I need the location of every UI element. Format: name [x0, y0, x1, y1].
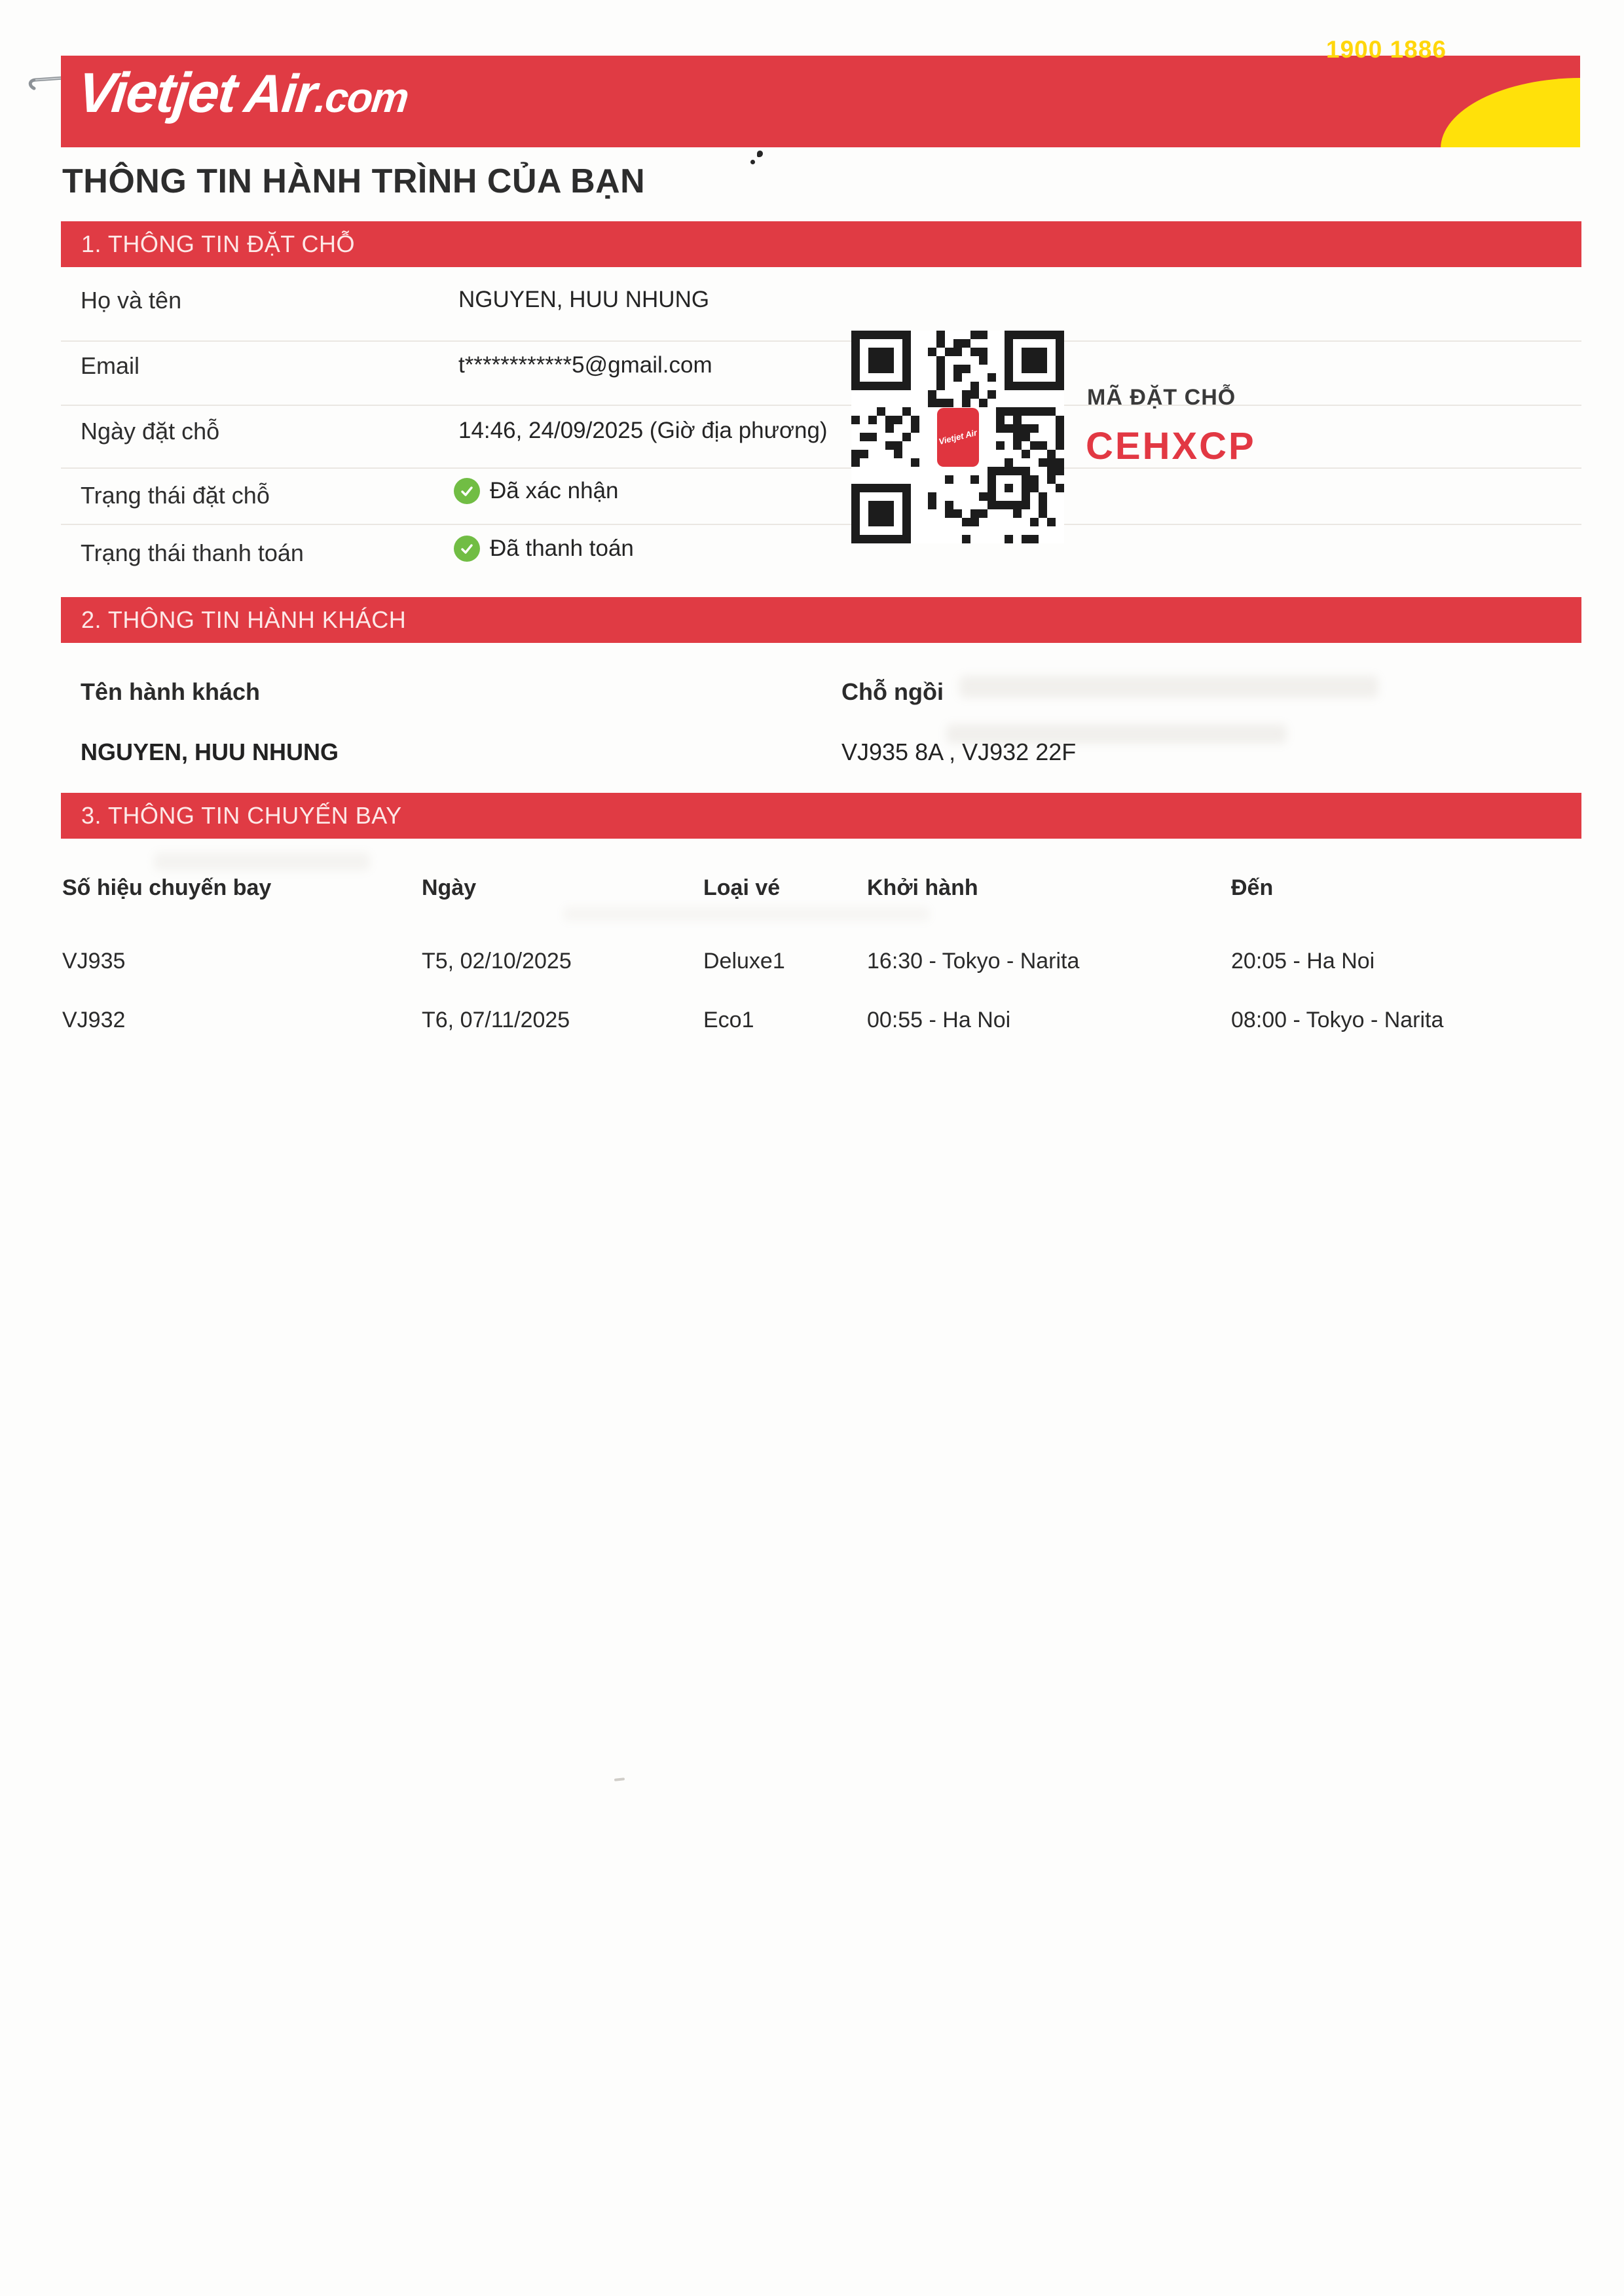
section-booking-header — [61, 221, 1581, 267]
arrival: 20:05 - Ha Noi — [1231, 949, 1375, 974]
scan-bleedthrough — [154, 852, 370, 871]
status-text: Đã thanh toán — [490, 536, 634, 561]
logo-text-air: Air — [242, 64, 319, 124]
field-row-booking-status — [0, 478, 1624, 521]
status-text: Đã xác nhận — [490, 478, 619, 503]
col-flight-number: Số hiệu chuyến bay — [62, 875, 272, 900]
check-icon — [454, 478, 480, 504]
field-row-booking-date — [0, 418, 1624, 457]
logo-text-vietjet: Vietjet — [75, 62, 240, 124]
field-row-name — [0, 287, 1624, 326]
divider — [61, 405, 1581, 406]
flights-table — [62, 875, 1581, 1046]
fare-type: Eco1 — [703, 1008, 754, 1032]
status-value — [454, 478, 619, 504]
booking-code-label: MÃ ĐẶT CHỖ — [1087, 385, 1236, 410]
table-row — [62, 949, 1581, 974]
flight-date: T6, 07/11/2025 — [422, 1008, 570, 1032]
divider — [61, 340, 1581, 342]
flight-number: VJ935 — [62, 949, 126, 974]
section-flights-header — [61, 793, 1581, 839]
hotline-number: 1900 1886 — [1326, 36, 1447, 63]
seat-label: Chỗ ngồi — [841, 678, 944, 705]
flights-table-header — [62, 875, 1581, 901]
table-row — [62, 1008, 1581, 1033]
ink-speck — [614, 1777, 625, 1781]
field-label: Email — [81, 352, 140, 379]
field-row-payment-status — [0, 536, 1624, 579]
vietjet-qr-center-logo — [937, 408, 979, 467]
fare-type: Deluxe1 — [703, 949, 785, 974]
ink-speck — [750, 151, 765, 165]
field-label: Ngày đặt chỗ — [81, 418, 220, 445]
field-value: t************5@gmail.com — [458, 352, 712, 378]
logo-text-com: .com — [312, 74, 411, 121]
divider — [61, 524, 1581, 525]
seat-value: VJ935 8A , VJ932 22F — [841, 738, 1077, 765]
section-passenger-header — [61, 597, 1581, 643]
field-value: NGUYEN, HUU NHUNG — [458, 287, 710, 312]
divider — [61, 467, 1581, 469]
field-label: Trạng thái thanh toán — [81, 539, 304, 566]
header-bar — [61, 56, 1580, 147]
passenger-name-value: NGUYEN, HUU NHUNG — [81, 738, 339, 765]
section-flights-title: 3. THÔNG TIN CHUYẾN BAY — [81, 802, 402, 829]
yellow-corner-decoration — [1441, 78, 1580, 147]
section-booking-title: 1. THÔNG TIN ĐẶT CHỖ — [81, 230, 356, 257]
field-label: Họ và tên — [81, 287, 182, 314]
col-fare-type: Loại vé — [703, 875, 781, 900]
field-row-email — [0, 352, 1624, 392]
field-value: 14:46, 24/09/2025 (Giờ địa phương) — [458, 418, 828, 443]
flight-date: T5, 02/10/2025 — [422, 949, 572, 974]
departure: 00:55 - Ha Noi — [867, 1008, 1011, 1032]
field-label: Trạng thái đặt chỗ — [81, 482, 270, 509]
arrival: 08:00 - Tokyo - Narita — [1231, 1008, 1444, 1032]
status-value — [454, 536, 634, 562]
qr-code — [851, 331, 1064, 543]
booking-code-value: CEHXCP — [1086, 425, 1256, 467]
vietjet-logo — [75, 61, 412, 126]
scan-bleedthrough — [959, 676, 1378, 698]
passenger-name-label: Tên hành khách — [81, 678, 261, 705]
scan-bleedthrough — [946, 724, 1287, 744]
section-passenger-title: 2. THÔNG TIN HÀNH KHÁCH — [81, 606, 407, 633]
departure: 16:30 - Tokyo - Narita — [867, 949, 1080, 974]
page-title: THÔNG TIN HÀNH TRÌNH CỦA BẠN — [62, 162, 646, 200]
col-departure: Khởi hành — [867, 875, 978, 900]
qr-logo-text: Vietjet Air — [938, 428, 978, 447]
col-date: Ngày — [422, 875, 477, 900]
flight-number: VJ932 — [62, 1008, 126, 1032]
check-icon — [454, 536, 480, 562]
col-arrival: Đến — [1231, 875, 1274, 900]
